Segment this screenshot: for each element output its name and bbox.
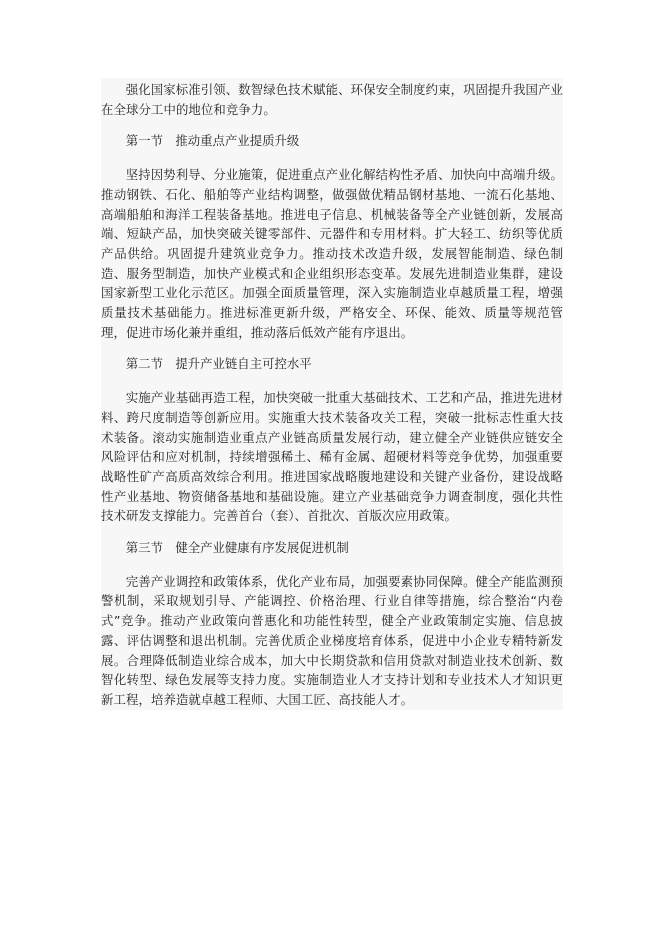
section-2-body: 实施产业基础再造工程，加快突破一批重大基础技术、工艺和产品，推进先进材料、跨尺度制造等创新应用。实施重大技术装备攻关工程，突破一批标志性重大技术装备。滚动实施制造业重点产业链高质量发展行动，建立健全产业链供应链安全风险评估和应对机制，持续增强稀土、稀有金属、超硬材料等竞争优势，加强重要战略性矿产高质高效综合利用。推进国家战略腹地建设和关键产业备份，建设战略性产业基地、物资储备基地和基础设施。建立产业基础竞争力调查制度，强化共性技术研发支撑能力。完善首台（套）、首批次、首版次应用政策。 <box>101 390 563 524</box>
section-1-title: 第一节 推动重点产业提质升级 <box>125 133 300 149</box>
section-1-body: 坚持因势利导、分业施策，促进重点产业化解结构性矛盾、加快向中高端升级。推动钢铁、石化、船舶等产业结构调整，做强做优精品钢材基地、一流石化基地、高端船舶和海洋工程装备基地。推进电子信息、机械装备等全产业链创新，发展高端、短缺产品，加快突破关键零部件、元器件和专用材料。扩大轻工、纺织等优质产品供给。巩固提升建筑业竞争力。推动技术改造升级，发展智能制造、绿色制造、服务型制造，加快产业模式和企业组织形态变革。发展先进制造业集群，建设国家新型工业化示范区。加强全面质量管理，深入实施制造业卓越质量工程，增强质量技术基础能力。推进标准更新升级，严格安全、环保、能效、质量等规范管理，促进市场化兼并重组，推动落后低效产能有序退出。 <box>101 167 563 340</box>
section-3-body: 完善产业调控和政策体系，优化产业布局，加强要素协同保障。健全产能监测预警机制，采取规划引导、产能调控、价格治理、行业自律等措施，综合整治“内卷式”竞争。推动产业政策向普惠化和功能性转型，健全产业政策制定实施、信息披露、评估调整和退出机制。完善优质企业梯度培育体系，促进中小企业专精特新发展。合理降低制造业综合成本，加大中长期贷款和信用贷款对制造业技术创新、数智化转型、绿色发展等支持力度。实施制造业人才支持计划和专业技术人才知识更新工程，培养造就卓越工程师、大国工匠、高技能人才。 <box>101 573 563 707</box>
document-body <box>101 78 563 710</box>
section-2-title: 第二节 提升产业链自主可控水平 <box>125 356 312 372</box>
intro-paragraph: 强化国家标准引领、数智绿色技术赋能、环保安全制度约束，巩固提升我国产业在全球分工中的地位和竞争力。 <box>101 82 563 117</box>
section-3-title: 第三节 健全产业健康有序发展促进机制 <box>125 540 349 556</box>
